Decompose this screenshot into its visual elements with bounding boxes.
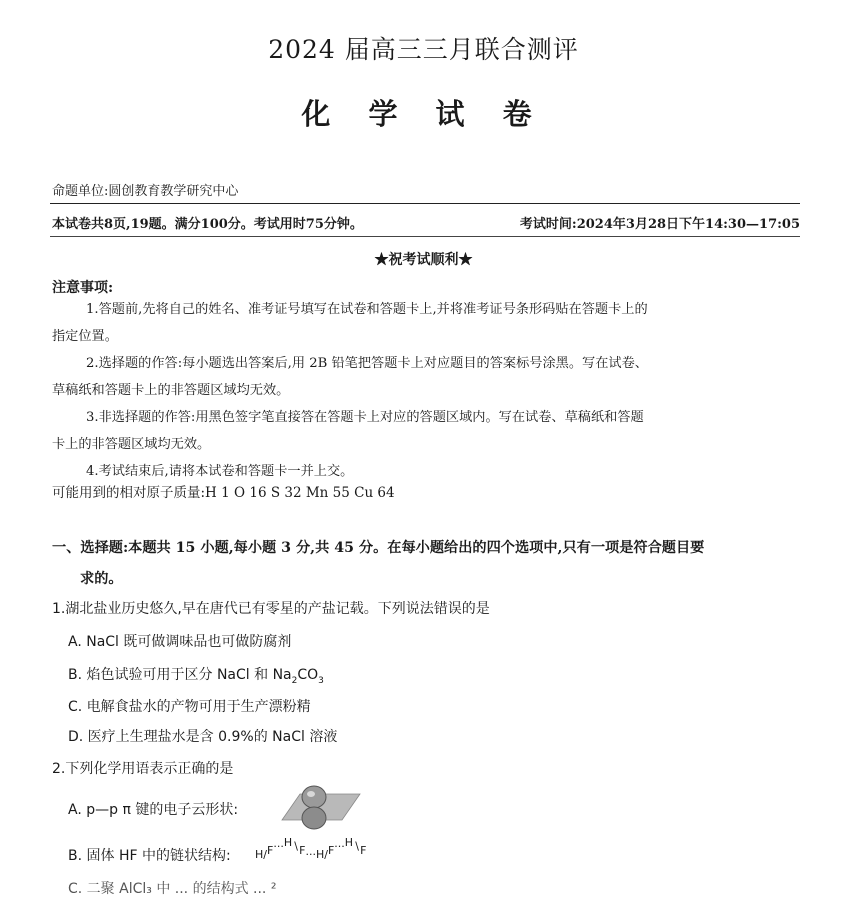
notice-item: 3.非选择题的作答:用黑色签字笔直接答在答题卡上对应的答题区域内。写在试卷、草稿纸和答题 bbox=[86, 410, 644, 425]
bond: ∖ bbox=[353, 840, 361, 853]
organizer-line: 命题单位:圆创教育教学研究中心 bbox=[52, 184, 239, 199]
exam-time: 考试时间:2024年3月28日下午14:30—17:05 bbox=[519, 217, 800, 232]
divider bbox=[50, 203, 800, 204]
bond: ∕ bbox=[263, 848, 267, 861]
atom: F bbox=[360, 844, 367, 857]
q2-option-c-partial: C. 二聚 AlCl₃ 中 ... 的结构式 ... ² bbox=[68, 881, 277, 897]
h-bond: ··· bbox=[334, 840, 345, 853]
q1-option-c: C. 电解食盐水的产物可用于生产漂粉精 bbox=[68, 699, 311, 715]
atom: H bbox=[315, 848, 325, 861]
formula: CO bbox=[297, 667, 319, 683]
exam-title: 2024 届高三三月联合测评 bbox=[268, 35, 579, 64]
q1-option-b bbox=[68, 664, 324, 686]
h-bond: ··· bbox=[305, 848, 316, 861]
q1-option-a: A. NaCl 既可做调味品也可做防腐剂 bbox=[68, 634, 292, 650]
notice-item: 1.答题前,先将自己的姓名、准考证号填写在试卷和答题卡上,并将准考证号条形码贴在答题卡上的 bbox=[86, 302, 648, 317]
atom: H bbox=[344, 836, 354, 849]
q1-option-b-text: B. 焰色试验可用于区分 NaCl 和 Na bbox=[68, 667, 292, 683]
subscript: 3 bbox=[318, 675, 324, 686]
atom: H bbox=[283, 836, 293, 849]
question-1-stem: 1.湖北盐业历史悠久,早在唐代已有零星的产盐记载。下列说法错误的是 bbox=[52, 601, 490, 617]
section-heading-cont: 求的。 bbox=[80, 571, 123, 587]
p-pi-orbital-diagram bbox=[268, 780, 363, 836]
q1-option-d: D. 医疗上生理盐水是含 0.9%的 NaCl 溶液 bbox=[68, 729, 338, 745]
notice-item: 卡上的非答题区域均无效。 bbox=[52, 437, 211, 452]
q2-option-b: B. 固体 HF 中的链状结构: bbox=[68, 848, 231, 864]
atom: F bbox=[267, 844, 274, 857]
h-bond: ··· bbox=[273, 840, 284, 853]
notice-item: 指定位置。 bbox=[52, 329, 118, 344]
notice-item: 2.选择题的作答:每小题选出答案后,用 2B 铅笔把答题卡上对应题目的答案标号涂黑。写在试卷、 bbox=[86, 356, 648, 371]
exam-info: 本试卷共8页,19题。满分100分。考试用时75分钟。 bbox=[52, 217, 363, 232]
atom: F bbox=[299, 844, 306, 857]
highlight bbox=[307, 791, 315, 797]
notice-item: 4.考试结束后,请将本试卷和答题卡一并上交。 bbox=[86, 464, 354, 479]
notice-item: 草稿纸和答题卡上的非答题区域均无效。 bbox=[52, 383, 290, 398]
atom: H bbox=[255, 848, 264, 861]
bond: ∖ bbox=[292, 840, 300, 853]
good-luck-banner: ★祝考试顺利★ bbox=[374, 252, 473, 268]
subscript: 2 bbox=[291, 675, 298, 686]
orbital-lobe-top bbox=[302, 786, 326, 808]
section-heading: 一、选择题:本题共 15 小题,每小题 3 分,共 45 分。在每小题给出的四个选项中,只有一项是符合题目要 bbox=[52, 540, 705, 556]
hf-chain-structure bbox=[255, 836, 367, 861]
orbital-lobe-bottom bbox=[302, 807, 326, 829]
exam-subject: 化 学 试 卷 bbox=[301, 97, 546, 131]
atomic-mass-line: 可能用到的相对原子质量:H 1 O 16 S 32 Mn 55 Cu 64 bbox=[52, 485, 395, 501]
notice-list bbox=[52, 296, 802, 485]
bond: ∕ bbox=[324, 848, 328, 861]
atom: F bbox=[327, 844, 335, 857]
notice-heading: 注意事项: bbox=[52, 280, 114, 296]
q2-option-a: A. p—p π 键的电子云形状: bbox=[68, 802, 239, 818]
question-2-stem: 2.下列化学用语表示正确的是 bbox=[52, 761, 234, 777]
divider bbox=[50, 236, 800, 237]
